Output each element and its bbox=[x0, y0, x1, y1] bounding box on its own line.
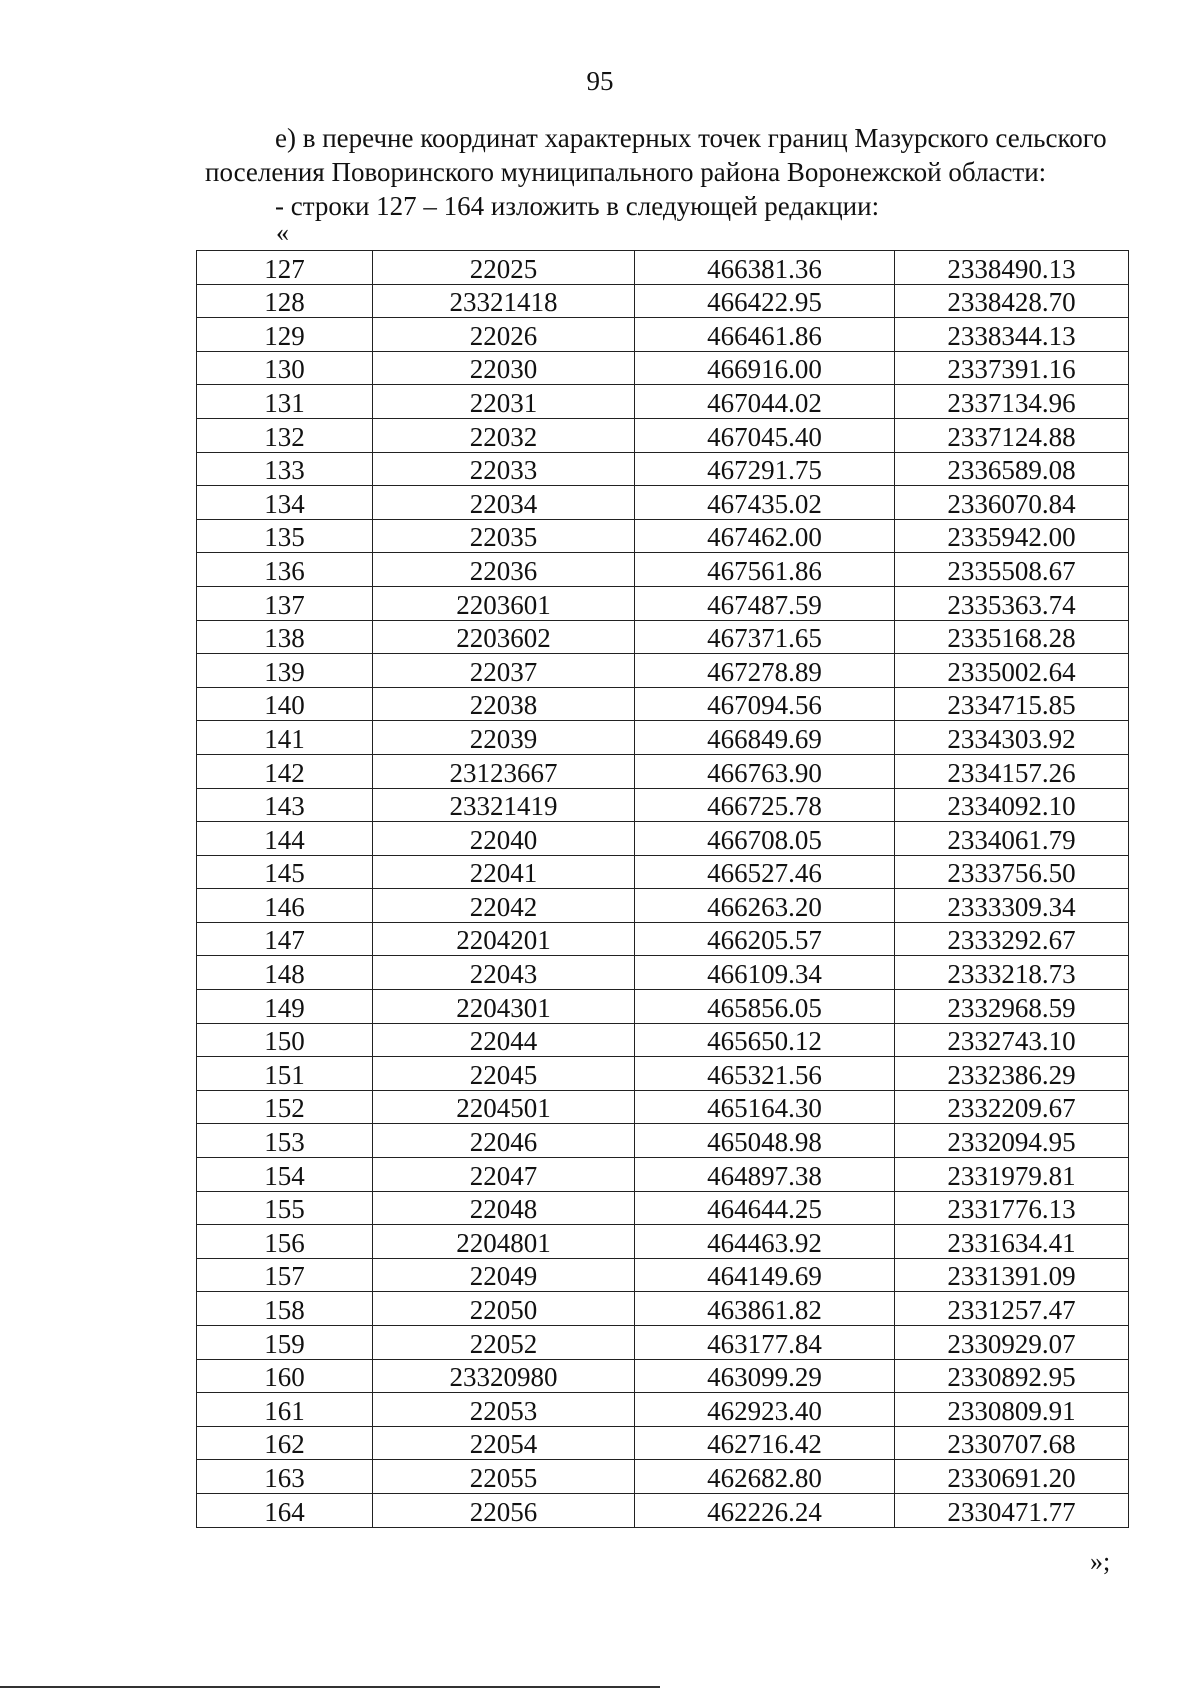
x-coordinate-cell: 465650.12 bbox=[635, 1023, 895, 1057]
y-coordinate-cell: 2335002.64 bbox=[895, 654, 1129, 688]
point-id-cell: 22056 bbox=[373, 1493, 635, 1527]
bottom-rule bbox=[0, 1686, 660, 1688]
table-row bbox=[197, 1023, 1129, 1057]
row-number-cell: 142 bbox=[197, 754, 373, 788]
x-coordinate-cell: 463099.29 bbox=[635, 1359, 895, 1393]
row-number-cell: 131 bbox=[197, 385, 373, 419]
point-id-cell: 22036 bbox=[373, 553, 635, 587]
table-row bbox=[197, 318, 1129, 352]
row-number-cell: 135 bbox=[197, 519, 373, 553]
point-id-cell: 22035 bbox=[373, 519, 635, 553]
row-number-cell: 154 bbox=[197, 1158, 373, 1192]
row-number-cell: 159 bbox=[197, 1326, 373, 1360]
table-row bbox=[197, 654, 1129, 688]
x-coordinate-cell: 466708.05 bbox=[635, 822, 895, 856]
point-id-cell: 22038 bbox=[373, 687, 635, 721]
y-coordinate-cell: 2334715.85 bbox=[895, 687, 1129, 721]
table-row bbox=[197, 418, 1129, 452]
row-number-cell: 162 bbox=[197, 1426, 373, 1460]
y-coordinate-cell: 2335363.74 bbox=[895, 586, 1129, 620]
table-row bbox=[197, 251, 1129, 285]
point-id-cell: 2204501 bbox=[373, 1090, 635, 1124]
row-number-cell: 136 bbox=[197, 553, 373, 587]
x-coordinate-cell: 466763.90 bbox=[635, 754, 895, 788]
table-row bbox=[197, 990, 1129, 1024]
point-id-cell: 2204301 bbox=[373, 990, 635, 1024]
x-coordinate-cell: 463177.84 bbox=[635, 1326, 895, 1360]
y-coordinate-cell: 2334303.92 bbox=[895, 721, 1129, 755]
x-coordinate-cell: 462682.80 bbox=[635, 1460, 895, 1494]
point-id-cell: 22049 bbox=[373, 1258, 635, 1292]
point-id-cell: 22041 bbox=[373, 855, 635, 889]
x-coordinate-cell: 464644.25 bbox=[635, 1191, 895, 1225]
y-coordinate-cell: 2335168.28 bbox=[895, 620, 1129, 654]
y-coordinate-cell: 2332386.29 bbox=[895, 1057, 1129, 1091]
row-number-cell: 156 bbox=[197, 1225, 373, 1259]
table-row bbox=[197, 586, 1129, 620]
paragraph-line-3: - строки 127 – 164 изложить в следующей редакции: bbox=[275, 191, 880, 221]
y-coordinate-cell: 2338344.13 bbox=[895, 318, 1129, 352]
table-row bbox=[197, 1359, 1129, 1393]
row-number-cell: 161 bbox=[197, 1393, 373, 1427]
y-coordinate-cell: 2338428.70 bbox=[895, 284, 1129, 318]
point-id-cell: 22040 bbox=[373, 822, 635, 856]
y-coordinate-cell: 2332743.10 bbox=[895, 1023, 1129, 1057]
table-row bbox=[197, 1258, 1129, 1292]
table-row bbox=[197, 553, 1129, 587]
table-row bbox=[197, 385, 1129, 419]
y-coordinate-cell: 2331257.47 bbox=[895, 1292, 1129, 1326]
point-id-cell: 22032 bbox=[373, 418, 635, 452]
table-row bbox=[197, 855, 1129, 889]
x-coordinate-cell: 467487.59 bbox=[635, 586, 895, 620]
x-coordinate-cell: 466422.95 bbox=[635, 284, 895, 318]
row-number-cell: 130 bbox=[197, 351, 373, 385]
x-coordinate-cell: 467094.56 bbox=[635, 687, 895, 721]
y-coordinate-cell: 2334157.26 bbox=[895, 754, 1129, 788]
table-row bbox=[197, 754, 1129, 788]
row-number-cell: 155 bbox=[197, 1191, 373, 1225]
y-coordinate-cell: 2336070.84 bbox=[895, 486, 1129, 520]
point-id-cell: 23321418 bbox=[373, 284, 635, 318]
point-id-cell: 2203602 bbox=[373, 620, 635, 654]
row-number-cell: 140 bbox=[197, 687, 373, 721]
x-coordinate-cell: 465048.98 bbox=[635, 1124, 895, 1158]
table-row bbox=[197, 1460, 1129, 1494]
point-id-cell: 22055 bbox=[373, 1460, 635, 1494]
x-coordinate-cell: 466849.69 bbox=[635, 721, 895, 755]
y-coordinate-cell: 2333309.34 bbox=[895, 889, 1129, 923]
point-id-cell: 22026 bbox=[373, 318, 635, 352]
y-coordinate-cell: 2333218.73 bbox=[895, 956, 1129, 990]
point-id-cell: 22052 bbox=[373, 1326, 635, 1360]
y-coordinate-cell: 2333756.50 bbox=[895, 855, 1129, 889]
row-number-cell: 163 bbox=[197, 1460, 373, 1494]
row-number-cell: 160 bbox=[197, 1359, 373, 1393]
point-id-cell: 22037 bbox=[373, 654, 635, 688]
point-id-cell: 2204201 bbox=[373, 922, 635, 956]
x-coordinate-cell: 467044.02 bbox=[635, 385, 895, 419]
row-number-cell: 147 bbox=[197, 922, 373, 956]
paragraph-line-2: поселения Поворинского муниципального района Воронежской области: bbox=[205, 157, 1047, 187]
row-number-cell: 128 bbox=[197, 284, 373, 318]
table-row bbox=[197, 822, 1129, 856]
page-number: 95 bbox=[586, 66, 614, 96]
row-number-cell: 157 bbox=[197, 1258, 373, 1292]
x-coordinate-cell: 462226.24 bbox=[635, 1493, 895, 1527]
y-coordinate-cell: 2330892.95 bbox=[895, 1359, 1129, 1393]
point-id-cell: 22054 bbox=[373, 1426, 635, 1460]
y-coordinate-cell: 2331979.81 bbox=[895, 1158, 1129, 1192]
table-row bbox=[197, 1326, 1129, 1360]
x-coordinate-cell: 466263.20 bbox=[635, 889, 895, 923]
table-row bbox=[197, 452, 1129, 486]
y-coordinate-cell: 2330707.68 bbox=[895, 1426, 1129, 1460]
table-row bbox=[197, 1426, 1129, 1460]
x-coordinate-cell: 467435.02 bbox=[635, 486, 895, 520]
row-number-cell: 129 bbox=[197, 318, 373, 352]
x-coordinate-cell: 466527.46 bbox=[635, 855, 895, 889]
x-coordinate-cell: 467045.40 bbox=[635, 418, 895, 452]
row-number-cell: 150 bbox=[197, 1023, 373, 1057]
point-id-cell: 22053 bbox=[373, 1393, 635, 1427]
point-id-cell: 22031 bbox=[373, 385, 635, 419]
coordinates-table-body bbox=[197, 251, 1129, 1528]
y-coordinate-cell: 2330471.77 bbox=[895, 1493, 1129, 1527]
row-number-cell: 145 bbox=[197, 855, 373, 889]
table-row bbox=[197, 351, 1129, 385]
row-number-cell: 148 bbox=[197, 956, 373, 990]
table-row bbox=[197, 1191, 1129, 1225]
row-number-cell: 152 bbox=[197, 1090, 373, 1124]
table-row bbox=[197, 1225, 1129, 1259]
table-row bbox=[197, 956, 1129, 990]
y-coordinate-cell: 2337124.88 bbox=[895, 418, 1129, 452]
row-number-cell: 153 bbox=[197, 1124, 373, 1158]
point-id-cell: 22039 bbox=[373, 721, 635, 755]
table-row bbox=[197, 1057, 1129, 1091]
x-coordinate-cell: 467278.89 bbox=[635, 654, 895, 688]
row-number-cell: 133 bbox=[197, 452, 373, 486]
table-row bbox=[197, 1393, 1129, 1427]
table-row bbox=[197, 1292, 1129, 1326]
point-id-cell: 23321419 bbox=[373, 788, 635, 822]
y-coordinate-cell: 2338490.13 bbox=[895, 251, 1129, 285]
y-coordinate-cell: 2331776.13 bbox=[895, 1191, 1129, 1225]
row-number-cell: 134 bbox=[197, 486, 373, 520]
row-number-cell: 144 bbox=[197, 822, 373, 856]
y-coordinate-cell: 2330929.07 bbox=[895, 1326, 1129, 1360]
x-coordinate-cell: 467291.75 bbox=[635, 452, 895, 486]
table-row bbox=[197, 687, 1129, 721]
point-id-cell: 22033 bbox=[373, 452, 635, 486]
row-number-cell: 158 bbox=[197, 1292, 373, 1326]
y-coordinate-cell: 2334061.79 bbox=[895, 822, 1129, 856]
x-coordinate-cell: 462923.40 bbox=[635, 1393, 895, 1427]
x-coordinate-cell: 465164.30 bbox=[635, 1090, 895, 1124]
table-row bbox=[197, 519, 1129, 553]
row-number-cell: 139 bbox=[197, 654, 373, 688]
point-id-cell: 22034 bbox=[373, 486, 635, 520]
y-coordinate-cell: 2334092.10 bbox=[895, 788, 1129, 822]
y-coordinate-cell: 2335508.67 bbox=[895, 553, 1129, 587]
close-quote: »; bbox=[1090, 1547, 1111, 1576]
y-coordinate-cell: 2332209.67 bbox=[895, 1090, 1129, 1124]
point-id-cell: 22030 bbox=[373, 351, 635, 385]
open-quote: « bbox=[276, 218, 289, 247]
x-coordinate-cell: 463861.82 bbox=[635, 1292, 895, 1326]
x-coordinate-cell: 467561.86 bbox=[635, 553, 895, 587]
table-row bbox=[197, 922, 1129, 956]
row-number-cell: 132 bbox=[197, 418, 373, 452]
point-id-cell: 23123667 bbox=[373, 754, 635, 788]
x-coordinate-cell: 466725.78 bbox=[635, 788, 895, 822]
y-coordinate-cell: 2330691.20 bbox=[895, 1460, 1129, 1494]
point-id-cell: 22050 bbox=[373, 1292, 635, 1326]
point-id-cell: 22045 bbox=[373, 1057, 635, 1091]
x-coordinate-cell: 466916.00 bbox=[635, 351, 895, 385]
point-id-cell: 22043 bbox=[373, 956, 635, 990]
row-number-cell: 138 bbox=[197, 620, 373, 654]
point-id-cell: 22046 bbox=[373, 1124, 635, 1158]
y-coordinate-cell: 2333292.67 bbox=[895, 922, 1129, 956]
table-row bbox=[197, 1158, 1129, 1192]
x-coordinate-cell: 467371.65 bbox=[635, 620, 895, 654]
row-number-cell: 127 bbox=[197, 251, 373, 285]
table-row bbox=[197, 788, 1129, 822]
table-row bbox=[197, 620, 1129, 654]
coordinates-table bbox=[196, 250, 1129, 1528]
table-row bbox=[197, 721, 1129, 755]
x-coordinate-cell: 464463.92 bbox=[635, 1225, 895, 1259]
y-coordinate-cell: 2330809.91 bbox=[895, 1393, 1129, 1427]
x-coordinate-cell: 465321.56 bbox=[635, 1057, 895, 1091]
point-id-cell: 22048 bbox=[373, 1191, 635, 1225]
row-number-cell: 164 bbox=[197, 1493, 373, 1527]
intro-paragraph bbox=[205, 121, 1125, 223]
point-id-cell: 2204801 bbox=[373, 1225, 635, 1259]
row-number-cell: 151 bbox=[197, 1057, 373, 1091]
y-coordinate-cell: 2337391.16 bbox=[895, 351, 1129, 385]
table-row bbox=[197, 1124, 1129, 1158]
x-coordinate-cell: 462716.42 bbox=[635, 1426, 895, 1460]
x-coordinate-cell: 465856.05 bbox=[635, 990, 895, 1024]
x-coordinate-cell: 466109.34 bbox=[635, 956, 895, 990]
x-coordinate-cell: 464149.69 bbox=[635, 1258, 895, 1292]
table-row bbox=[197, 284, 1129, 318]
table-row bbox=[197, 486, 1129, 520]
paragraph-line-1: е) в перечне координат характерных точек границ Мазурского сельского bbox=[275, 123, 1107, 153]
x-coordinate-cell: 466205.57 bbox=[635, 922, 895, 956]
y-coordinate-cell: 2331391.09 bbox=[895, 1258, 1129, 1292]
x-coordinate-cell: 466381.36 bbox=[635, 251, 895, 285]
table-row bbox=[197, 1090, 1129, 1124]
row-number-cell: 143 bbox=[197, 788, 373, 822]
point-id-cell: 22042 bbox=[373, 889, 635, 923]
table-row bbox=[197, 1493, 1129, 1527]
row-number-cell: 137 bbox=[197, 586, 373, 620]
point-id-cell: 23320980 bbox=[373, 1359, 635, 1393]
x-coordinate-cell: 466461.86 bbox=[635, 318, 895, 352]
point-id-cell: 22047 bbox=[373, 1158, 635, 1192]
point-id-cell: 22025 bbox=[373, 251, 635, 285]
table-row bbox=[197, 889, 1129, 923]
row-number-cell: 149 bbox=[197, 990, 373, 1024]
row-number-cell: 141 bbox=[197, 721, 373, 755]
y-coordinate-cell: 2337134.96 bbox=[895, 385, 1129, 419]
point-id-cell: 22044 bbox=[373, 1023, 635, 1057]
y-coordinate-cell: 2332968.59 bbox=[895, 990, 1129, 1024]
y-coordinate-cell: 2331634.41 bbox=[895, 1225, 1129, 1259]
y-coordinate-cell: 2332094.95 bbox=[895, 1124, 1129, 1158]
y-coordinate-cell: 2335942.00 bbox=[895, 519, 1129, 553]
row-number-cell: 146 bbox=[197, 889, 373, 923]
x-coordinate-cell: 467462.00 bbox=[635, 519, 895, 553]
y-coordinate-cell: 2336589.08 bbox=[895, 452, 1129, 486]
point-id-cell: 2203601 bbox=[373, 586, 635, 620]
x-coordinate-cell: 464897.38 bbox=[635, 1158, 895, 1192]
